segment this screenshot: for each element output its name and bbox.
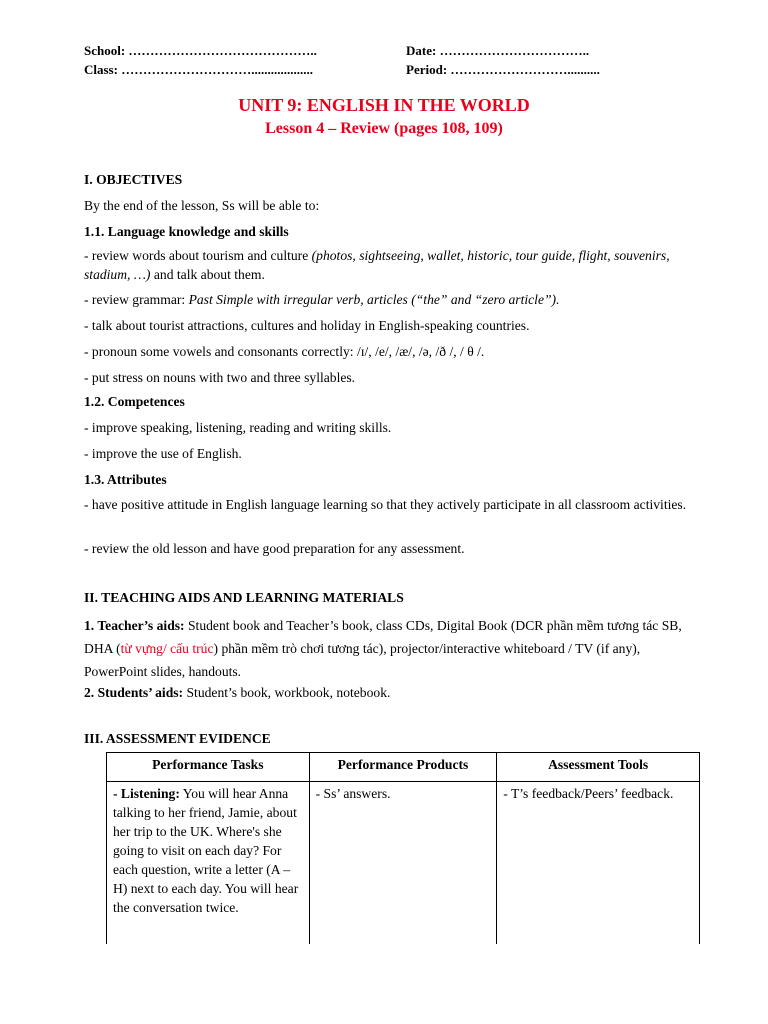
period-field: Period: ………………………..........	[406, 62, 600, 77]
aids-heading: II. TEACHING AIDS AND LEARNING MATERIALS	[84, 590, 404, 605]
date-field: Date: ……………………………..	[406, 43, 590, 58]
column-header: Assessment Tools	[497, 753, 700, 782]
objective-vocabulary: - review words about tourism and culture (photos, sightseeing, wallet, historic, tour guide, flight, souvenirs, stadium, …) and talk about them.	[84, 248, 670, 282]
table-row	[107, 782, 700, 945]
product-cell: - Ss’ answers.	[309, 782, 497, 945]
attribute-attitude: - have positive attitude in English language learning so that they actively participate in all classroom activities.	[84, 497, 687, 512]
table-header-row	[107, 753, 700, 782]
unit-title: UNIT 9: ENGLISH IN THE WORLD	[238, 95, 530, 115]
attribute-review: - review the old lesson and have good preparation for any assessment.	[84, 541, 465, 556]
teacher-aids: 1. Teacher’s aids: Student book and Teacher’s book, class CDs, Digital Book (DCR phần mềm tương tác SB, DHA (từ vựng/ cấu trúc) phần mềm trò chơi tương tác), projector/interactive whiteboard / TV (if any), PowerPoint slides, handouts.	[84, 618, 682, 679]
assessment-heading: III. ASSESSMENT EVIDENCE	[84, 731, 271, 746]
objective-grammar: - review grammar: Past Simple with irregular verb, articles (“the” and “zero article”).	[84, 292, 560, 307]
objective-stress: - put stress on nouns with two and three syllables.	[84, 370, 356, 385]
objective-pronunciation: - pronoun some vowels and consonants correctly: /ɪ/, /e/, /æ/, /ə, /ð /, / θ /.	[84, 344, 485, 359]
subheading-language-knowledge: 1.1. Language knowledge and skills	[84, 224, 289, 239]
objective-culture: - talk about tourist attractions, cultures and holiday in English-speaking countries.	[84, 318, 530, 333]
subheading-attributes: 1.3. Attributes	[84, 472, 167, 487]
assessment-table	[106, 752, 700, 944]
tool-cell: - T’s feedback/Peers’ feedback.	[497, 782, 700, 945]
student-aids: 2. Students’ aids: Student’s book, workbook, notebook.	[84, 685, 391, 700]
lesson-title: Lesson 4 – Review (pages 108, 109)	[265, 120, 503, 137]
competence-english: - improve the use of English.	[84, 446, 242, 461]
column-header: Performance Products	[309, 753, 497, 782]
column-header: Performance Tasks	[107, 753, 310, 782]
school-field: School: ……………………………………..	[84, 43, 317, 58]
task-cell: - Listening: You will hear Anna talking to her friend, Jamie, about her trip to the UK. Where's she going to visit on each day? For each question, write a letter (A – H) next to each day. You will hear the conversation twice.	[107, 782, 310, 945]
class-field: Class: …………………………...................	[84, 62, 313, 77]
objectives-heading: I. OBJECTIVES	[84, 172, 183, 187]
subheading-competences: 1.2. Competences	[84, 394, 185, 409]
competence-skills: - improve speaking, listening, reading and writing skills.	[84, 420, 392, 435]
objectives-intro: By the end of the lesson, Ss will be able to:	[84, 198, 320, 213]
